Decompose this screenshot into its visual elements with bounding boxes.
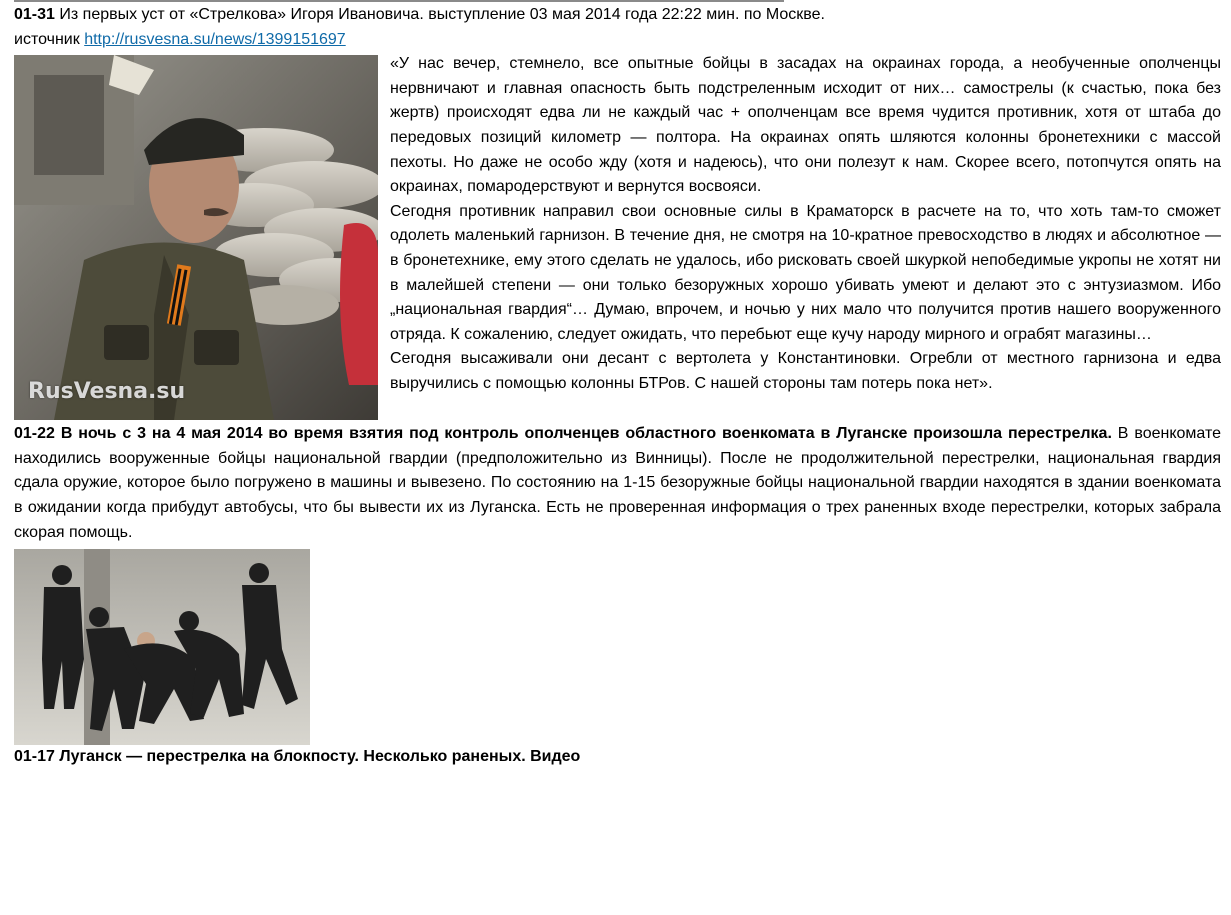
entry-headline-text: Из первых уст от «Стрелкова» Игоря Ивановича. выступление 03 мая 2014 года 22:22 мин. по Москве. [54,6,825,23]
quote-paragraph-1: «У нас вечер, стемнело, все опытные бойцы в засадах на окраинах города, а необученные ополченцы нервничают и главная опасность быть подстреленным исходит от них… самострелы (к счастью, пока без жертв) происходят едва ли не каждый час + ополченцам все время чудится противник, хотя от штаба до передовых позиций километр — полтора. На окраинах опять шляются колонны бронетехники с массой пехоты. Но даже не особо жду (хотя и надеюсь), что они полезут к нам. Скорее всего, потопчутся опять на окраинах, помародерствуют и вернутся восвояси. [390,55,1221,196]
source-line [14,28,1221,53]
entry-2-lead: В ночь с 3 на 4 мая 2014 во время взятия под контроль ополченцев областного военкомата в Луганске произошла перестрелка. [54,425,1112,443]
lugansk-photo-image [14,549,310,745]
source-label: источник [14,30,85,48]
photo-watermark: RusVesna.su [28,378,186,404]
entry-time: 01-31 [14,6,55,23]
strelkov-photo [14,55,378,420]
entry-3-caption: 01-17 Луганск — перестрелка на блокпосту. Несколько раненых. Видео [14,748,581,766]
quote-paragraph-2: Сегодня противник направил свои основные силы в Краматорск в расчете на то, что хоть там-то сможет одолеть маленький гарнизон. В течение дня, не смотря на 10-кратное превосходство в людях и абсолютное — в бронетехнике, ему этого сделать не удалось, ибо рисковать своей шкуркой непобедимые укропы не хотят ни в малейшей степени — они только безоружных хорошо убивать умеют и делают это с энтузиазмом. Ибо „национальная гвардия“… Думаю, впрочем, и ночью у них мало что получится против нашего вооруженного отряда. К сожалению, следует ожидать, что перебьют еще кучу народу мирного и ограбят магазины… [390,202,1221,343]
news-feed [14,0,1221,770]
strelkov-photo-image [14,55,378,420]
quote-paragraph-3: Сегодня высаживали они десант с вертолета у Константиновки. Огребли от местного гарнизона и едва выручились с помощью колонны БТРов. С нашей стороны там потерь пока нет». [390,350,1221,392]
entry-headline [14,0,1221,28]
entry-2-time: 01-22 [14,425,55,443]
entry-2-body: В военкомате находились вооруженные бойцы национальной гвардии (предположительно из Винницы). После не продолжительной перестрелки, национальная гвардия сдала оружие, которое было погружено в машины и вывезено. По состоянию на 1-15 безоружные бойцы национальной гвардии находятся в здании военкомата в ожидании когда прибудут автобусы, что бы вывести их из Луганска. Есть не проверенная информация о трех раненных входе перестрелки, которых забрала скорая помощь. [14,425,1221,541]
entry-2 [14,422,1221,545]
source-link[interactable]: http://rusvesna.su/news/1399151697 [84,30,346,48]
lugansk-photo [14,549,310,745]
